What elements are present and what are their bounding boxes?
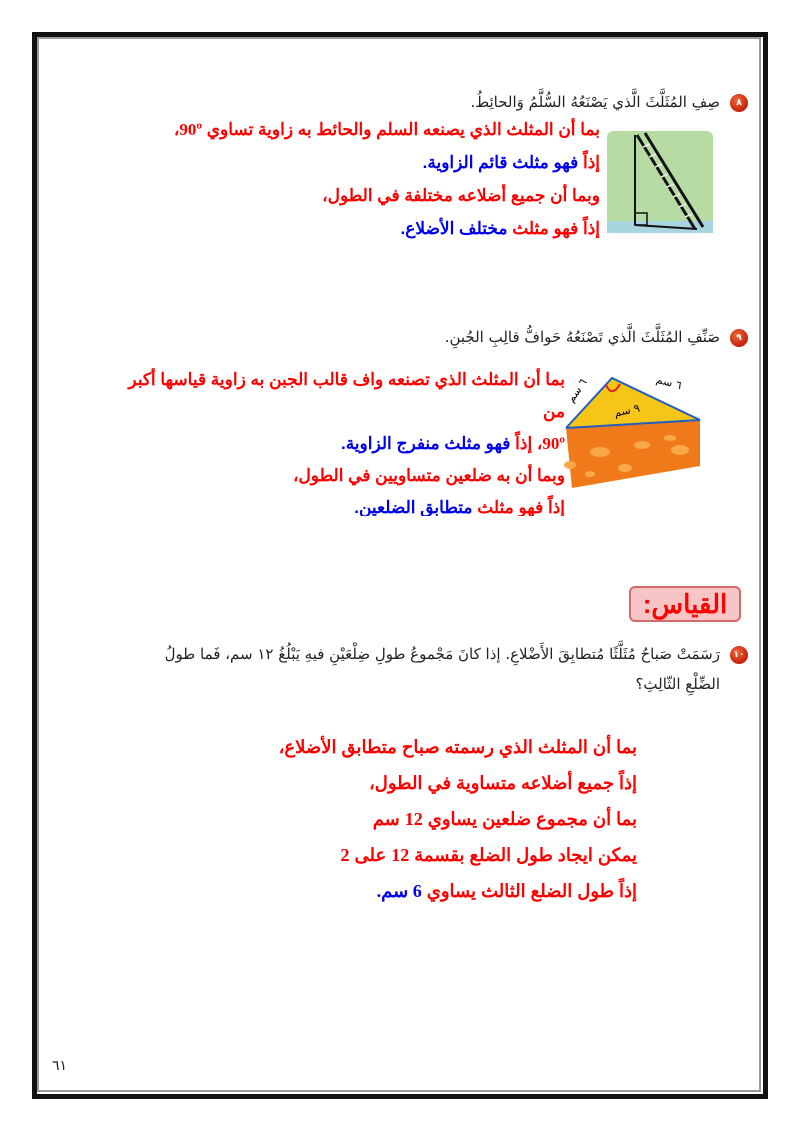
- answer-segment: 90º: [179, 120, 203, 139]
- answer-9: [128, 364, 565, 516]
- answer-line: [128, 364, 565, 396]
- answer-segment: ،: [173, 120, 180, 139]
- answer-segment: بما أن المثلث الذي رسمته صباح متطابق الأضلاع،: [278, 737, 637, 757]
- answer-segment: بما أن المثلث الذي يصنعه السلم والحائط به زاوية تساوي: [202, 120, 600, 139]
- answer-line: [279, 729, 637, 765]
- question-text-line1: رَسَمَتْ صَباحُ مُثَلَّثًا مُتطابِقَ الأَضْلاعِ. إذا كانَ مَجْموعُ طولِ ضِلْعَيْنِ فيهِ يَبْلُغُ ١٢ سم، فَما طولُ: [164, 645, 720, 663]
- answer-9-clip: [45, 364, 565, 516]
- answer-line: [174, 146, 600, 179]
- answer-segment: مختلف الأضلاع.: [400, 219, 508, 238]
- answer-segment: متطابق الضلعين.: [354, 498, 473, 516]
- answer-segment: فهو مثلث قائم الزاوية.: [422, 153, 579, 172]
- question-text: صِفِ المُثَلَّثَ الَّذي يَصْنَعُهُ السُّلَّمُ وَالحائِطُ.: [470, 93, 720, 111]
- cheese-wedge-triangle-icon: [560, 370, 725, 490]
- cheese-label-bottom: ٩ سم: [612, 401, 642, 420]
- cheese-label-left: ٦ سم: [564, 376, 590, 405]
- answer-segment: من: [542, 402, 565, 421]
- answer-segment: وبما أن جميع أضلاعه مختلفة في الطول،: [322, 186, 600, 205]
- answer-segment: إذاً: [578, 153, 600, 172]
- answer-segment: يمكن ايجاد طول الضلع بقسمة: [409, 845, 637, 865]
- question-text: صَنِّفِ المُثَلَّثَ الَّذي تَصْنَعُهُ حَوافُّ قالِبِ الجُبنِ.: [444, 328, 720, 346]
- question-number-badge: ١٠: [730, 646, 748, 664]
- ladder-wall-triangle-icon: [605, 125, 715, 235]
- answer-segment: إذاً جميع أضلاعه متساوية في الطول،: [369, 773, 637, 793]
- page-number: ٦١: [52, 1058, 68, 1074]
- answer-segment: إذاً فهو مثلث: [507, 219, 600, 238]
- answer-line: [279, 765, 637, 801]
- answer-line: [128, 428, 565, 460]
- answer-segment: بما أن المثلث الذي تصنعه واف قالب الجبن به زاوية قياسها أكبر: [128, 370, 565, 389]
- question-number-badge: ٨: [730, 94, 748, 112]
- answer-10: [279, 729, 637, 909]
- question-number-badge: ٩: [730, 329, 748, 347]
- answer-segment: فهو مثلث منفرج الزاوية.: [340, 434, 511, 453]
- answer-segment: 2: [340, 845, 350, 865]
- answer-line: [174, 179, 600, 212]
- answer-line: [174, 212, 600, 245]
- answer-segment: إذاً فهو مثلث: [472, 498, 565, 516]
- question-10-line2: الضِّلْعِ الثّالِثِ؟: [635, 675, 720, 693]
- answer-line: [128, 396, 565, 428]
- answer-line: [174, 113, 600, 146]
- answer-segment: 12: [404, 809, 423, 829]
- question-8: [470, 93, 748, 112]
- question-9: [445, 328, 748, 347]
- answer-segment: إذاً طول الضلع الثالث يساوي: [421, 881, 637, 901]
- answer-segment: سم: [372, 809, 405, 829]
- answer-8: [174, 113, 600, 245]
- answer-segment: 12: [391, 845, 410, 865]
- answer-segment: 90º: [542, 434, 565, 453]
- answer-segment: على: [349, 845, 392, 865]
- cheese-label-right: ٦ سم: [654, 372, 684, 393]
- answer-line: [128, 492, 565, 516]
- answer-line: [279, 837, 637, 873]
- answer-segment: وبما أن به ضلعين متساويين في الطول،: [292, 466, 565, 485]
- answer-segment: بما أن مجموع ضلعين يساوي: [422, 809, 637, 829]
- section-title-measurement: القياس:: [629, 586, 741, 622]
- question-10: [165, 645, 748, 664]
- answer-line: [279, 873, 637, 909]
- answer-line: [279, 801, 637, 837]
- answer-segment: 6 سم.: [376, 881, 422, 901]
- answer-line: [128, 460, 565, 492]
- answer-segment: ، إذاً: [510, 434, 543, 453]
